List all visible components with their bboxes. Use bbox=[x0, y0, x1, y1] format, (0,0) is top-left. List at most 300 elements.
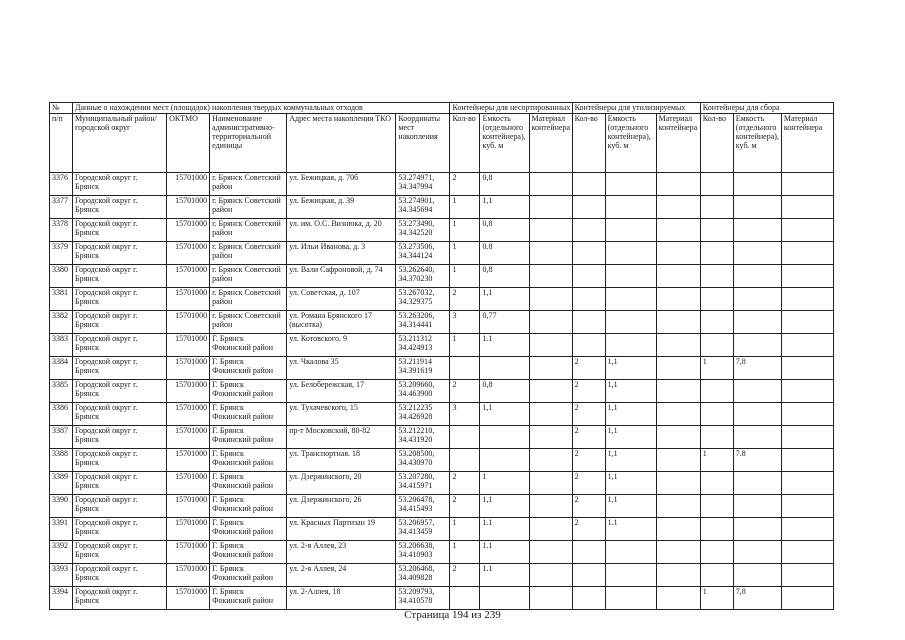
coordinates-cell-text: 34.391619 bbox=[398, 366, 433, 375]
oktmo-cell-text: 15701000 bbox=[175, 564, 208, 573]
row-number-cell bbox=[50, 265, 73, 288]
unsorted-count-cell bbox=[450, 495, 480, 518]
coordinates-cell bbox=[396, 380, 450, 403]
coordinates-cell-text: 34.329375 bbox=[398, 297, 433, 306]
oktmo-cell-text: 15701000 bbox=[175, 173, 208, 182]
recyclable-count-cell bbox=[572, 196, 605, 219]
unsorted-capacity-cell-text: 0,77 bbox=[482, 311, 497, 320]
unsorted-capacity-cell bbox=[480, 564, 529, 587]
collection-count-cell-text: 1 bbox=[702, 449, 707, 458]
municipal-cell-text: Брянск bbox=[75, 205, 100, 214]
recyclable-capacity-cell bbox=[605, 357, 656, 380]
recyclable-material-cell bbox=[656, 518, 700, 541]
table-row bbox=[50, 219, 834, 242]
recyclable-capacity-cell-text: 1,1 bbox=[607, 449, 618, 458]
row-number-cell-text: 3381 bbox=[52, 288, 68, 297]
row-number-cell-text: 3388 bbox=[52, 449, 68, 458]
collection-count-cell bbox=[700, 564, 733, 587]
recyclable-count-cell-text: 2 bbox=[574, 357, 579, 366]
collection-count-cell bbox=[700, 518, 733, 541]
recyclable-capacity-cell bbox=[605, 173, 656, 196]
settlement-cell-text: Фокинский район bbox=[212, 550, 274, 559]
recyclable-material-cell bbox=[656, 380, 700, 403]
coordinates-cell-text: 53.209660, bbox=[398, 380, 435, 389]
coordinates-cell-text: 53.206638, bbox=[398, 541, 435, 550]
collection-material-cell bbox=[781, 219, 833, 242]
address-cell-text: ул. им. О.С. Визнюка, д. 20 bbox=[289, 219, 382, 228]
municipal-cell-text: Городской округ г. bbox=[75, 173, 138, 182]
unsorted-count-cell bbox=[450, 242, 480, 265]
unsorted-capacity-cell bbox=[480, 311, 529, 334]
settlement-cell bbox=[210, 541, 287, 564]
unsorted-material-cell bbox=[529, 357, 572, 380]
collection-count-cell bbox=[700, 472, 733, 495]
unsorted-count-cell-text: 3 bbox=[452, 311, 457, 320]
unsorted-material-cell bbox=[529, 380, 572, 403]
coordinates-cell bbox=[396, 564, 450, 587]
recyclable-capacity-cell-text: 1,1 bbox=[607, 426, 618, 435]
municipal-cell bbox=[73, 288, 167, 311]
municipal-cell bbox=[73, 242, 167, 265]
oktmo-cell-text: 15701000 bbox=[175, 242, 208, 251]
settlement-cell-text: Г. Брянск bbox=[212, 334, 244, 343]
settlement-cell-text: г. Брянск Советский bbox=[212, 173, 281, 182]
address-cell bbox=[287, 541, 396, 564]
recyclable-capacity-cell bbox=[605, 587, 656, 610]
coordinates-cell-text: 34.409828 bbox=[398, 573, 433, 582]
municipal-cell-text: Городской округ г. bbox=[75, 518, 138, 527]
address-cell-text: ул. Бежицкая, д. 70б bbox=[289, 173, 359, 182]
municipal-cell bbox=[73, 380, 167, 403]
collection-material-cell bbox=[781, 449, 833, 472]
recyclable-count-cell bbox=[572, 311, 605, 334]
row-number-cell-text: 3386 bbox=[52, 403, 68, 412]
unsorted-capacity-cell-text: 1.1 bbox=[482, 541, 493, 550]
recyclable-material-cell bbox=[656, 426, 700, 449]
recyclable-capacity-cell bbox=[605, 265, 656, 288]
address-cell-text: ул. Советская, д. 107 bbox=[289, 288, 360, 297]
collection-capacity-cell bbox=[733, 449, 781, 472]
address-cell-text: ул. Красных Партизан 19 bbox=[289, 518, 375, 527]
coordinates-cell-text: 53.212210, bbox=[398, 426, 435, 435]
coordinates-cell-text: 34.410578 bbox=[398, 596, 433, 605]
coordinates-cell-text: 34.415493 bbox=[398, 504, 433, 513]
unsorted-capacity-cell-text: 1.1 bbox=[482, 564, 493, 573]
recyclable-count-cell bbox=[572, 472, 605, 495]
address-cell-text: ул. Вали Сафроновой, д. 74 bbox=[289, 265, 383, 274]
header-group-recyclable: Контейнеры для утилизируемых bbox=[572, 103, 700, 114]
municipal-cell-text: Брянск bbox=[75, 274, 100, 283]
recyclable-count-cell bbox=[572, 587, 605, 610]
table-row bbox=[50, 426, 834, 449]
address-cell-text: ул. 2-я Аллея, 23 bbox=[289, 541, 347, 550]
coordinates-cell-text: 53.209793, bbox=[398, 587, 435, 596]
table-row bbox=[50, 357, 834, 380]
unsorted-capacity-cell bbox=[480, 472, 529, 495]
row-number-cell bbox=[50, 196, 73, 219]
recyclable-count-cell bbox=[572, 449, 605, 472]
settlement-cell-text: Г. Брянск bbox=[212, 587, 244, 596]
coordinates-cell-text: 34.314441 bbox=[398, 320, 433, 329]
collection-capacity-cell bbox=[733, 334, 781, 357]
unsorted-capacity-cell bbox=[480, 334, 529, 357]
oktmo-cell-text: 15701000 bbox=[175, 265, 208, 274]
row-number-cell bbox=[50, 541, 73, 564]
header-material-collection: Материал контейнера bbox=[781, 114, 833, 173]
settlement-cell-text: Фокинский район bbox=[212, 596, 274, 605]
municipal-cell bbox=[73, 426, 167, 449]
municipal-cell-text: Городской округ г. bbox=[75, 288, 138, 297]
settlement-cell bbox=[210, 518, 287, 541]
unsorted-count-cell-text: 1 bbox=[452, 518, 457, 527]
collection-count-cell-text: 1 bbox=[702, 587, 707, 596]
municipal-cell-text: Брянск bbox=[75, 412, 100, 421]
coordinates-cell-text: 53.274971, bbox=[398, 173, 435, 182]
unsorted-capacity-cell bbox=[480, 449, 529, 472]
recyclable-count-cell bbox=[572, 265, 605, 288]
collection-count-cell bbox=[700, 265, 733, 288]
unsorted-material-cell bbox=[529, 265, 572, 288]
settlement-cell-text: район bbox=[212, 274, 233, 283]
unsorted-count-cell-text: 1 bbox=[452, 219, 457, 228]
recyclable-material-cell bbox=[656, 219, 700, 242]
row-number-cell bbox=[50, 334, 73, 357]
address-cell-text: ул. Бежицкая, д. 39 bbox=[289, 196, 355, 205]
row-number-cell bbox=[50, 219, 73, 242]
address-cell-text: ул. Чкалова 35 bbox=[289, 357, 339, 366]
collection-capacity-cell bbox=[733, 564, 781, 587]
unsorted-capacity-cell-text: 1,1 bbox=[482, 403, 493, 412]
header-group-location: Данные о нахождении мест (площадок) накопления твердых коммунальных отходов bbox=[73, 103, 450, 114]
address-cell bbox=[287, 449, 396, 472]
oktmo-cell-text: 15701000 bbox=[175, 472, 208, 481]
collection-capacity-cell bbox=[733, 541, 781, 564]
coordinates-cell-text: 53.206478, bbox=[398, 495, 435, 504]
coordinates-cell-text: 53.211312 bbox=[398, 334, 433, 343]
oktmo-cell-text: 15701000 bbox=[175, 449, 208, 458]
table-row bbox=[50, 495, 834, 518]
collection-capacity-cell bbox=[733, 403, 781, 426]
recyclable-capacity-cell bbox=[605, 219, 656, 242]
unsorted-count-cell bbox=[450, 564, 480, 587]
unsorted-capacity-cell-text: 1.1 bbox=[482, 334, 493, 343]
oktmo-cell bbox=[167, 173, 210, 196]
recyclable-capacity-cell bbox=[605, 242, 656, 265]
settlement-cell-text: район bbox=[212, 320, 233, 329]
unsorted-count-cell-text: 1 bbox=[452, 242, 457, 251]
header-num-symbol: № bbox=[50, 103, 73, 114]
oktmo-cell bbox=[167, 219, 210, 242]
table-row bbox=[50, 403, 834, 426]
collection-capacity-cell bbox=[733, 426, 781, 449]
unsorted-material-cell bbox=[529, 288, 572, 311]
recyclable-material-cell bbox=[656, 265, 700, 288]
unsorted-capacity-cell-text: 0,8 bbox=[482, 265, 493, 274]
municipal-cell-text: Городской округ г. bbox=[75, 426, 138, 435]
recyclable-material-cell bbox=[656, 449, 700, 472]
oktmo-cell bbox=[167, 357, 210, 380]
settlement-cell-text: Фокинский район bbox=[212, 458, 274, 467]
collection-capacity-cell bbox=[733, 311, 781, 334]
collection-capacity-cell bbox=[733, 242, 781, 265]
unsorted-count-cell bbox=[450, 311, 480, 334]
unsorted-count-cell-text: 2 bbox=[452, 173, 457, 182]
recyclable-count-cell-text: 2 bbox=[574, 472, 579, 481]
row-number-cell-text: 3379 bbox=[52, 242, 68, 251]
unsorted-capacity-cell-text: 1,1 bbox=[482, 196, 493, 205]
unsorted-count-cell bbox=[450, 587, 480, 610]
collection-capacity-cell bbox=[733, 265, 781, 288]
settlement-cell bbox=[210, 403, 287, 426]
address-cell bbox=[287, 403, 396, 426]
coordinates-cell-text: 53.273506, bbox=[398, 242, 435, 251]
recyclable-material-cell bbox=[656, 334, 700, 357]
settlement-cell-text: Фокинский район bbox=[212, 527, 274, 536]
unsorted-count-cell bbox=[450, 196, 480, 219]
recyclable-material-cell bbox=[656, 196, 700, 219]
row-number-cell bbox=[50, 288, 73, 311]
address-cell bbox=[287, 587, 396, 610]
address-cell bbox=[287, 472, 396, 495]
unsorted-capacity-cell bbox=[480, 518, 529, 541]
collection-capacity-cell bbox=[733, 288, 781, 311]
settlement-cell bbox=[210, 587, 287, 610]
unsorted-count-cell bbox=[450, 472, 480, 495]
address-cell bbox=[287, 265, 396, 288]
settlement-cell-text: Г. Брянск bbox=[212, 495, 244, 504]
recyclable-capacity-cell bbox=[605, 288, 656, 311]
municipal-cell bbox=[73, 518, 167, 541]
collection-capacity-cell bbox=[733, 357, 781, 380]
recyclable-material-cell bbox=[656, 403, 700, 426]
collection-count-cell bbox=[700, 334, 733, 357]
address-cell bbox=[287, 173, 396, 196]
unsorted-capacity-cell bbox=[480, 357, 529, 380]
header-capacity-recyclable: Емкость (отдельного контейнера), куб. м bbox=[605, 114, 656, 173]
coordinates-cell-text: 34.344124 bbox=[398, 251, 433, 260]
oktmo-cell-text: 15701000 bbox=[175, 518, 208, 527]
settlement-cell-text: Фокинский район bbox=[212, 412, 274, 421]
collection-capacity-cell bbox=[733, 518, 781, 541]
recyclable-count-cell bbox=[572, 242, 605, 265]
settlement-cell-text: Г. Брянск bbox=[212, 403, 244, 412]
municipal-cell-text: Городской округ г. bbox=[75, 311, 138, 320]
address-cell-text: ул. 2-я Аллея, 24 bbox=[289, 564, 347, 573]
recyclable-material-cell bbox=[656, 541, 700, 564]
collection-material-cell bbox=[781, 334, 833, 357]
row-number-cell-text: 3376 bbox=[52, 173, 68, 182]
municipal-cell bbox=[73, 173, 167, 196]
settlement-cell bbox=[210, 219, 287, 242]
municipal-cell-text: Городской округ г. bbox=[75, 242, 138, 251]
row-number-cell bbox=[50, 311, 73, 334]
row-number-cell bbox=[50, 242, 73, 265]
address-cell bbox=[287, 357, 396, 380]
coordinates-cell bbox=[396, 219, 450, 242]
unsorted-count-cell-text: 1 bbox=[452, 265, 457, 274]
coordinates-cell-text: 53.262640, bbox=[398, 265, 435, 274]
collection-count-cell bbox=[700, 449, 733, 472]
collection-material-cell bbox=[781, 173, 833, 196]
oktmo-cell-text: 15701000 bbox=[175, 541, 208, 550]
coordinates-cell bbox=[396, 472, 450, 495]
row-number-cell-text: 3383 bbox=[52, 334, 68, 343]
settlement-cell-text: Г. Брянск bbox=[212, 357, 244, 366]
row-number-cell-text: 3393 bbox=[52, 564, 68, 573]
table-row bbox=[50, 472, 834, 495]
municipal-cell bbox=[73, 472, 167, 495]
settlement-cell-text: Фокинский район bbox=[212, 389, 274, 398]
unsorted-count-cell bbox=[450, 449, 480, 472]
recyclable-count-cell bbox=[572, 403, 605, 426]
unsorted-count-cell-text: 2 bbox=[452, 472, 457, 481]
recyclable-capacity-cell bbox=[605, 472, 656, 495]
oktmo-cell-text: 15701000 bbox=[175, 403, 208, 412]
settlement-cell bbox=[210, 380, 287, 403]
oktmo-cell bbox=[167, 265, 210, 288]
collection-capacity-cell bbox=[733, 472, 781, 495]
collection-capacity-cell bbox=[733, 380, 781, 403]
recyclable-count-cell-text: 2 bbox=[574, 426, 579, 435]
unsorted-count-cell bbox=[450, 334, 480, 357]
collection-count-cell bbox=[700, 311, 733, 334]
municipal-cell-text: Брянск bbox=[75, 527, 100, 536]
municipal-cell-text: Городской округ г. bbox=[75, 587, 138, 596]
recyclable-capacity-cell bbox=[605, 449, 656, 472]
page-number: 194 bbox=[452, 609, 469, 621]
settlement-cell-text: г. Брянск Советский bbox=[212, 288, 281, 297]
address-cell-text: ул. Тухачевского, 15 bbox=[289, 403, 358, 412]
oktmo-cell bbox=[167, 196, 210, 219]
recyclable-capacity-cell bbox=[605, 334, 656, 357]
row-number-cell-text: 3394 bbox=[52, 587, 68, 596]
settlement-cell bbox=[210, 334, 287, 357]
collection-material-cell bbox=[781, 265, 833, 288]
oktmo-cell bbox=[167, 242, 210, 265]
header-capacity-unsorted: Емкость (отдельного контейнера), куб. м bbox=[480, 114, 529, 173]
address-cell bbox=[287, 495, 396, 518]
row-number-cell-text: 3387 bbox=[52, 426, 68, 435]
coordinates-cell-text: 53.267032, bbox=[398, 288, 435, 297]
municipal-cell-text: Городской округ г. bbox=[75, 495, 138, 504]
page-label: Страница bbox=[404, 609, 450, 621]
unsorted-capacity-cell bbox=[480, 426, 529, 449]
recyclable-material-cell bbox=[656, 173, 700, 196]
municipal-cell-text: Брянск bbox=[75, 389, 100, 398]
settlement-cell-text: район bbox=[212, 228, 233, 237]
table-row bbox=[50, 265, 834, 288]
oktmo-cell bbox=[167, 541, 210, 564]
recyclable-material-cell bbox=[656, 472, 700, 495]
settlement-cell bbox=[210, 449, 287, 472]
unsorted-material-cell bbox=[529, 242, 572, 265]
collection-capacity-cell bbox=[733, 173, 781, 196]
address-cell bbox=[287, 288, 396, 311]
collection-material-cell bbox=[781, 288, 833, 311]
coordinates-cell bbox=[396, 587, 450, 610]
row-number-cell-text: 3390 bbox=[52, 495, 68, 504]
settlement-cell-text: г. Брянск Советский bbox=[212, 242, 281, 251]
settlement-cell-text: г. Брянск Советский bbox=[212, 196, 281, 205]
unsorted-capacity-cell-text: 0,8 bbox=[482, 380, 493, 389]
municipal-cell bbox=[73, 265, 167, 288]
recyclable-material-cell bbox=[656, 288, 700, 311]
municipal-cell-text: Брянск bbox=[75, 320, 100, 329]
recyclable-count-cell-text: 2 bbox=[574, 518, 579, 527]
unsorted-count-cell bbox=[450, 265, 480, 288]
coordinates-cell bbox=[396, 288, 450, 311]
settlement-cell-text: Г. Брянск bbox=[212, 380, 244, 389]
table-row bbox=[50, 449, 834, 472]
collection-count-cell bbox=[700, 219, 733, 242]
row-number-cell bbox=[50, 587, 73, 610]
header-count-unsorted: Кол-во bbox=[450, 114, 480, 173]
row-number-cell-text: 3392 bbox=[52, 541, 68, 550]
municipal-cell-text: Городской округ г. bbox=[75, 334, 138, 343]
unsorted-material-cell bbox=[529, 472, 572, 495]
recyclable-capacity-cell-text: 1,1 bbox=[607, 403, 618, 412]
settlement-cell-text: район bbox=[212, 297, 233, 306]
coordinates-cell-text: 53.273490, bbox=[398, 219, 435, 228]
settlement-cell bbox=[210, 564, 287, 587]
containers-table bbox=[49, 102, 834, 610]
settlement-cell-text: Г. Брянск bbox=[212, 472, 244, 481]
collection-material-cell bbox=[781, 242, 833, 265]
row-number-cell bbox=[50, 403, 73, 426]
collection-capacity-cell-text: 7.8 bbox=[735, 449, 746, 458]
unsorted-material-cell bbox=[529, 495, 572, 518]
settlement-cell-text: г. Брянск Советский bbox=[212, 311, 281, 320]
page-of-label: из bbox=[471, 609, 482, 621]
recyclable-count-cell bbox=[572, 380, 605, 403]
municipal-cell-text: Брянск bbox=[75, 366, 100, 375]
collection-material-cell bbox=[781, 495, 833, 518]
settlement-cell-text: г. Брянск Советский bbox=[212, 265, 281, 274]
address-cell bbox=[287, 380, 396, 403]
oktmo-cell-text: 15701000 bbox=[175, 426, 208, 435]
coordinates-cell bbox=[396, 173, 450, 196]
municipal-cell bbox=[73, 541, 167, 564]
settlement-cell bbox=[210, 426, 287, 449]
coordinates-cell bbox=[396, 426, 450, 449]
address-cell-text: ул. Дзержинского, 26 bbox=[289, 495, 362, 504]
municipal-cell-text: Брянск bbox=[75, 251, 100, 260]
header-group-collection: Контейнеры для сбора bbox=[700, 103, 833, 114]
row-number-cell-text: 3384 bbox=[52, 357, 68, 366]
recyclable-material-cell bbox=[656, 357, 700, 380]
municipal-cell-text: Городской округ г. bbox=[75, 357, 138, 366]
unsorted-material-cell bbox=[529, 587, 572, 610]
coordinates-cell-text: 53.208500, bbox=[398, 449, 435, 458]
municipal-cell-text: Городской округ г. bbox=[75, 564, 138, 573]
unsorted-count-cell bbox=[450, 426, 480, 449]
address-cell bbox=[287, 196, 396, 219]
table-row bbox=[50, 242, 834, 265]
unsorted-capacity-cell bbox=[480, 380, 529, 403]
row-number-cell-text: 3385 bbox=[52, 380, 68, 389]
municipal-cell-text: Брянск bbox=[75, 458, 100, 467]
coordinates-cell-text: 53.274901, bbox=[398, 196, 435, 205]
coordinates-cell-text: 34.430970 bbox=[398, 458, 433, 467]
recyclable-count-cell bbox=[572, 564, 605, 587]
settlement-cell bbox=[210, 288, 287, 311]
address-cell bbox=[287, 334, 396, 357]
collection-count-cell bbox=[700, 357, 733, 380]
oktmo-cell-text: 15701000 bbox=[175, 334, 208, 343]
municipal-cell bbox=[73, 219, 167, 242]
collection-capacity-cell-text: 7,8 bbox=[735, 587, 746, 596]
coordinates-cell-text: 53.206957, bbox=[398, 518, 435, 527]
